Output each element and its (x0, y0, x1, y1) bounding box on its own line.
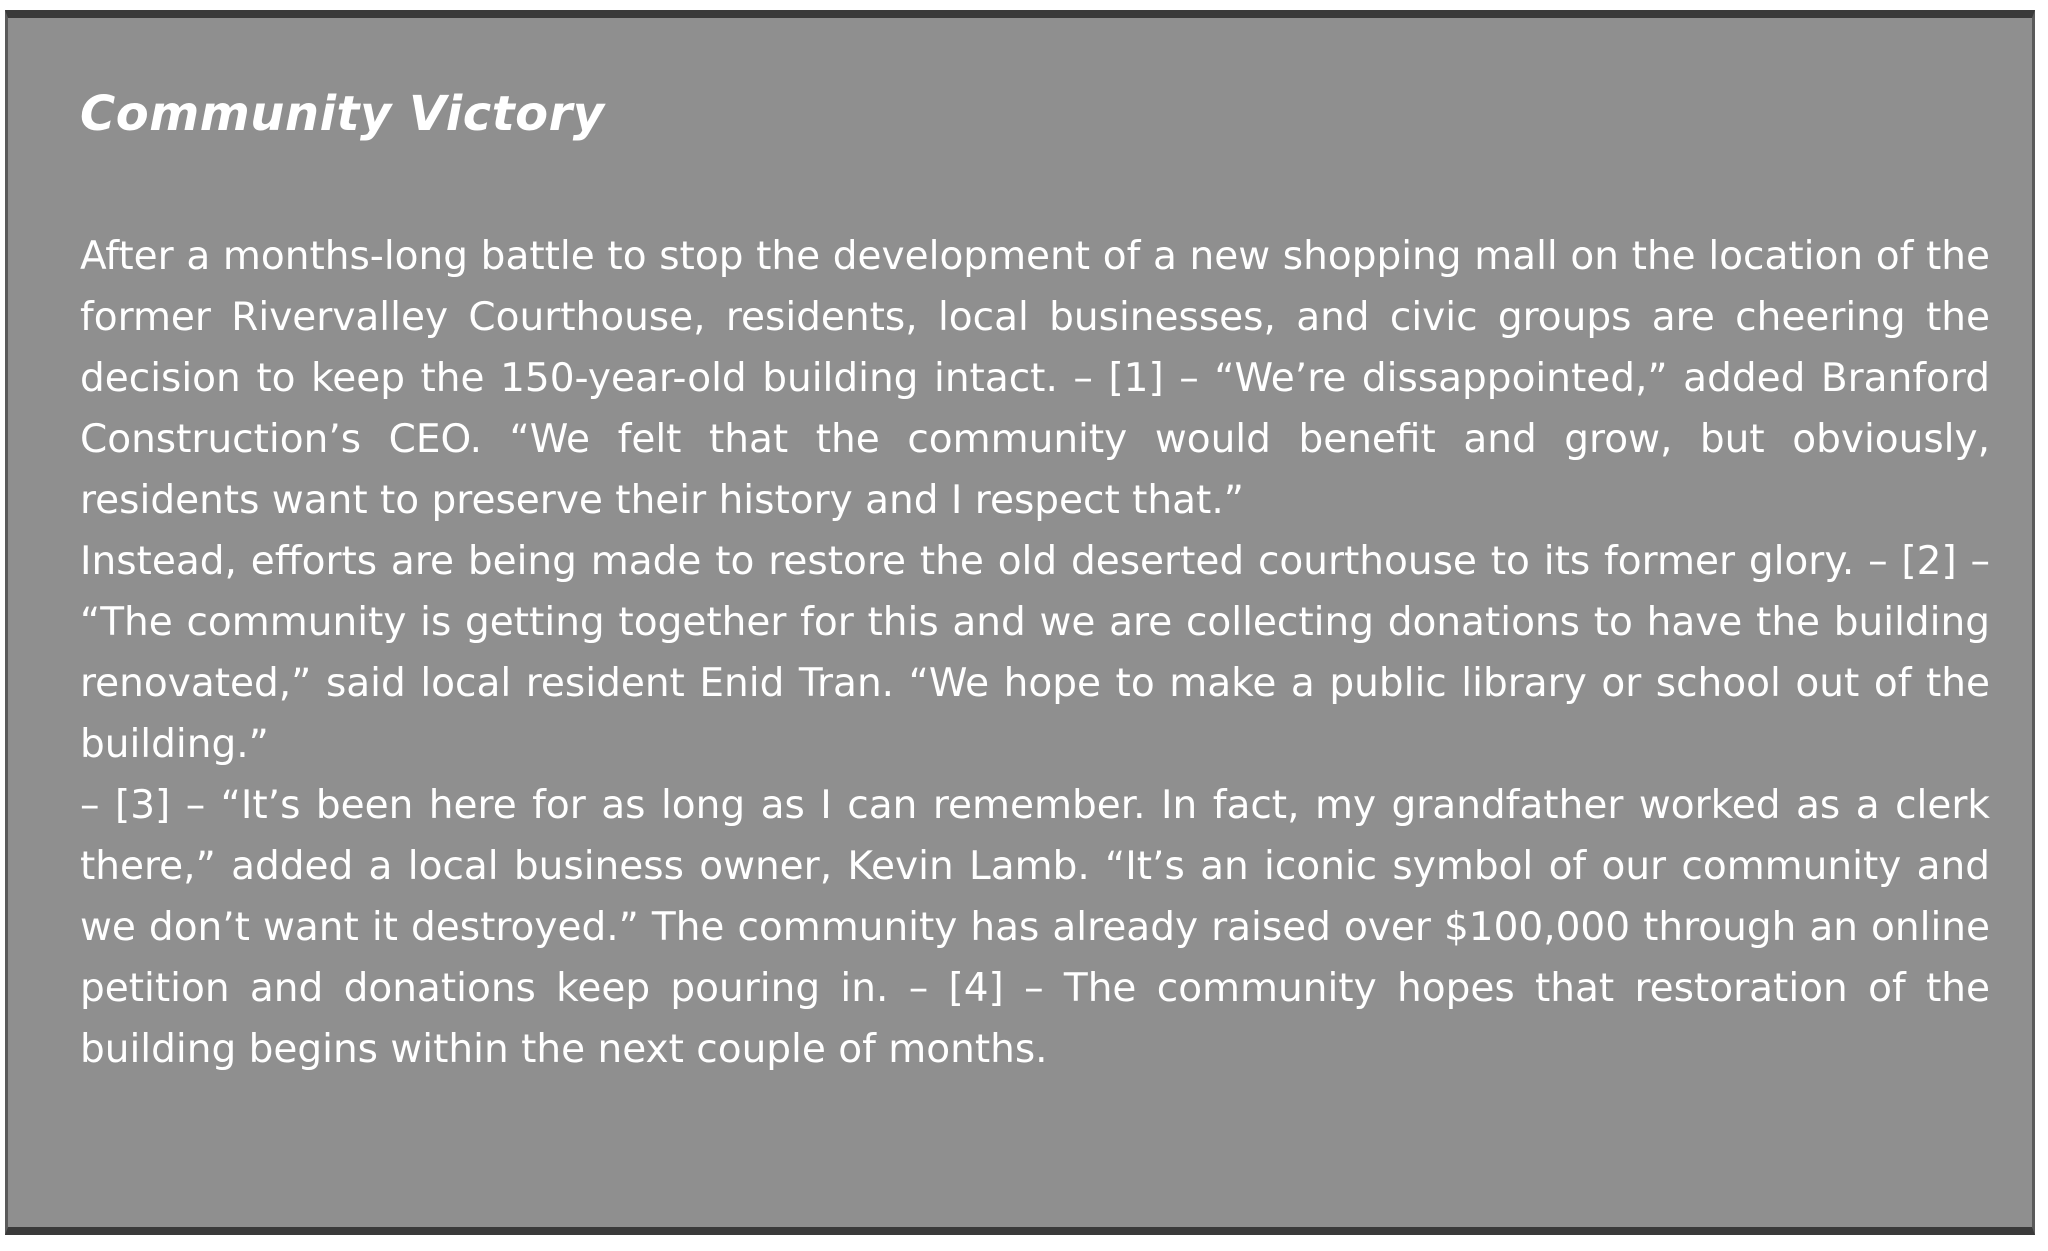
article-paragraph-1: After a months-long battle to stop the development of a new shopping mall on the location of the former Rivervalley Courthouse, residents, local businesses, and civic groups are cheering the decision to keep the 150-year-old building intact. – [1] – “We’re dissappointed,” added Branford Construction’s CEO. “We felt that the community would benefit and grow, but obviously, residents want to preserve their history and I respect that.” (80, 234, 1990, 523)
article-title: Community Victory (80, 86, 605, 142)
article-body (80, 226, 1990, 1080)
article-paragraph-3: – [3] – “It’s been here for as long as I can remember. In fact, my grandfather worked as a clerk there,” added a local business owner, Kevin Lamb. “It’s an iconic symbol of our community and we don’t want it destroyed.” The community has already raised over $100,000 through an online petition and donations keep pouring in. – [4] – The community hopes that restoration of the building begins within the next couple of months. (80, 783, 1990, 1072)
article-paragraph-2: Instead, efforts are being made to restore the old deserted courthouse to its former glory. – [2] – “The community is getting together for this and we are collecting donations to have the building renovated,” said local resident Enid Tran. “We hope to make a public library or school out of the building.” (80, 539, 1990, 767)
article-panel (5, 10, 2035, 1235)
